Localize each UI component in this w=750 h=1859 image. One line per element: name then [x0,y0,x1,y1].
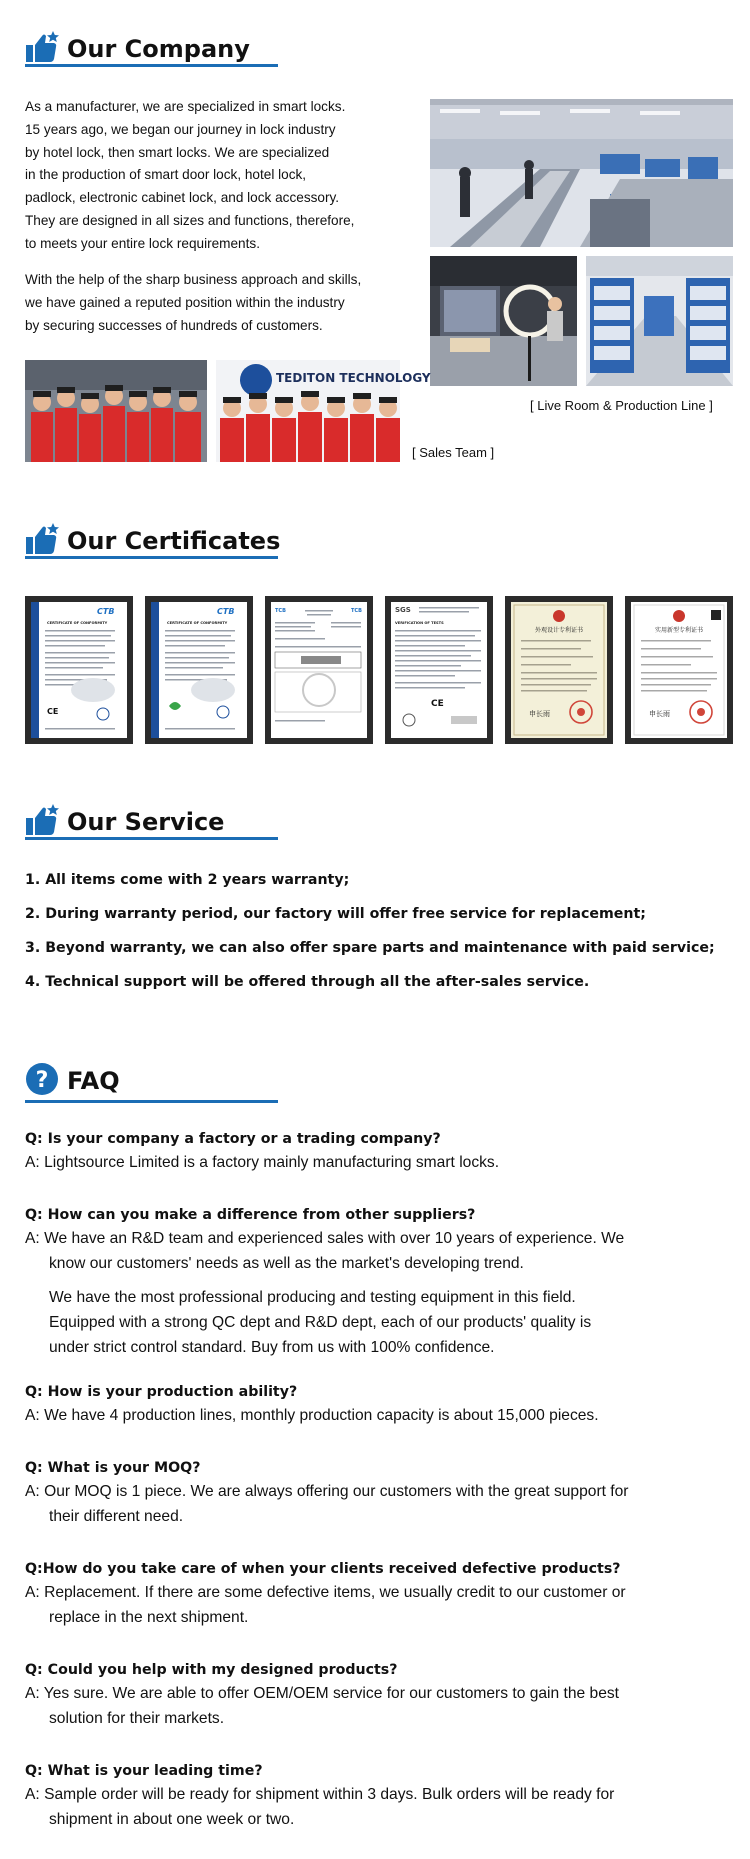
text-line: 15 years ago, we began our journey in lock industry [25,121,336,137]
faq-title-underline [25,1100,278,1103]
certificate-document [151,602,247,738]
team-banner-text: TEDITON TECHNOLOGY [276,371,431,385]
answer-line: Equipped with a strong QC dept and R&D dept, each of our products' quality is [49,1314,592,1331]
certificate-document [271,602,367,738]
team-caption: [ Sales Team ] [412,445,495,460]
warehouse-photo [586,256,733,386]
certificate-utility-illustration [631,602,727,738]
service-item-2: 2. During warranty period, our factory will offer free service for replacement; [25,906,646,922]
faq-question-5: Q:How do you take care of when your clients received defective products? [25,1561,621,1577]
certificate-ctb-illustration [151,602,247,738]
team-photo-office [25,360,207,462]
question-circle-icon [25,1062,59,1096]
answer-line: replace in the next shipment. [49,1609,249,1626]
certificate-tcb-illustration [271,602,367,738]
service-item-3: 3. Beyond warranty, we can also offer spare parts and maintenance with paid service; [25,940,715,956]
text-line: to meets your entire lock requirements. [25,235,260,251]
cert-heading: CERTIFICATE OF CONFORMITY [167,621,228,625]
certificate-ce-illustration [31,602,127,738]
faq-question-4: Q: What is your MOQ? [25,1460,201,1476]
faq-question-1: Q: Is your company a factory or a trading company? [25,1131,441,1147]
certificate-document [631,602,727,738]
team-office-illustration [25,360,207,462]
thumbs-up-icon [25,803,59,837]
certificates-title: Our Certificates [67,527,281,555]
thumbs-up-icon [25,522,59,556]
company-intro-paragraph [25,96,420,256]
faq-answer-5 [25,1580,737,1630]
certificates-header [25,522,280,556]
faq-answer-2-extra [25,1285,737,1360]
faq-question-3: Q: How is your production ability? [25,1384,298,1400]
answer-line: A: Replacement. If there are some defective items, we usually credit to our customer or [25,1584,626,1601]
warehouse-illustration [586,256,733,386]
team-banner-illustration [216,360,431,462]
certificate-card-4[interactable] [385,596,493,744]
service-header [25,803,224,837]
team-photo-banner [216,360,431,462]
service-item-4: 4. Technical support will be offered through all the after-sales service. [25,974,590,990]
answer-line: We have the most professional producing and testing equipment in this field. [49,1289,576,1306]
text-line: They are designed in all sizes and functions, therefore, [25,212,355,228]
company-header [25,30,250,64]
certificate-document [31,602,127,738]
certificates-title-underline [25,556,278,559]
faq-answer-3 [25,1403,737,1428]
thumbs-up-icon [25,30,59,64]
company-title: Our Company [67,35,250,63]
certificate-card-6[interactable] [625,596,733,744]
answer-line: shipment in about one week or two. [49,1811,295,1828]
cert-brand: SGS [395,606,411,614]
answer-line: solution for their markets. [49,1710,225,1727]
company-approach-paragraph [25,269,420,337]
faq-header [25,1062,120,1096]
certificate-patent-illustration [511,602,607,738]
cert-brand: TCB [275,608,286,614]
service-item-1: 1. All items come with 2 years warranty; [25,872,350,888]
answer-line: under strict control standard. Buy from us with 100% confidence. [49,1339,495,1356]
faq-icon-glyph: ? [35,1068,49,1093]
live-room-illustration [430,256,577,386]
live-room-photo [430,256,577,386]
cert-heading: 实用新型专利证书 [654,627,704,634]
faq-answer-7 [25,1782,737,1832]
certificate-card-5[interactable] [505,596,613,744]
certificate-sgs-illustration [391,602,487,738]
svg-text:申长雨: 申长雨 [529,710,550,718]
faq-answer-1 [25,1150,737,1175]
cert-heading: 外观设计专利证书 [534,627,584,634]
faq-answer-2 [25,1226,737,1276]
certificate-document [511,602,607,738]
faq-answer-4 [25,1479,737,1529]
text-line: by securing successes of hundreds of customers. [25,317,323,333]
answer-line: A: Sample order will be ready for shipment within 3 days. Bulk orders will be ready for [25,1786,615,1803]
cert-heading: VERIFICATION OF TESTS [395,621,444,625]
text-line: in the production of smart door lock, hotel lock, [25,167,307,183]
answer-line: A: We have 4 production lines, monthly production capacity is about 15,000 pieces. [25,1407,599,1424]
svg-text:申长雨: 申长雨 [649,710,670,718]
production-caption: [ Live Room & Production Line ] [530,398,713,413]
cert-mark: CE [47,707,59,716]
cert-brand: CTB [97,607,115,616]
service-title: Our Service [67,808,225,836]
faq-question-2: Q: How can you make a difference from other suppliers? [25,1207,476,1223]
faq-answer-6 [25,1681,737,1731]
certificate-card-3[interactable] [265,596,373,744]
cert-mark: CE [431,699,444,709]
certificate-card-1[interactable] [25,596,133,744]
text-line: As a manufacturer, we are specialized in smart locks. [25,99,346,114]
answer-line: A: Yes sure. We are able to offer OEM/OEM service for our customers to gain the best [25,1685,619,1702]
company-title-underline [25,64,278,67]
svg-text:TCB: TCB [351,608,362,614]
text-line: by hotel lock, then smart locks. We are specialized [25,144,330,160]
cert-brand: CTB [217,607,235,616]
answer-line: their different need. [49,1508,184,1525]
text-line: we have gained a reputed position within the industry [25,294,345,310]
production-line-photo [430,99,733,247]
certificate-document [391,602,487,738]
answer-line: A: We have an R&D team and experienced sales with over 10 years of experience. We [25,1230,625,1247]
production-line-illustration [430,99,733,247]
certificate-card-2[interactable] [145,596,253,744]
faq-title: FAQ [67,1067,120,1095]
answer-line: A: Our MOQ is 1 piece. We are always offering our customers with the great support for [25,1483,629,1500]
faq-question-7: Q: What is your leading time? [25,1763,263,1779]
answer-line: A: Lightsource Limited is a factory mainly manufacturing smart locks. [25,1154,500,1171]
text-line: With the help of the sharp business approach and skills, [25,272,362,287]
answer-line: know our customers' needs as well as the market's developing trend. [49,1255,524,1272]
service-title-underline [25,837,278,840]
faq-question-6: Q: Could you help with my designed products? [25,1662,398,1678]
cert-heading: CERTIFICATE OF CONFORMITY [47,621,108,625]
text-line: padlock, electronic cabinet lock, and lock accessory. [25,190,340,206]
